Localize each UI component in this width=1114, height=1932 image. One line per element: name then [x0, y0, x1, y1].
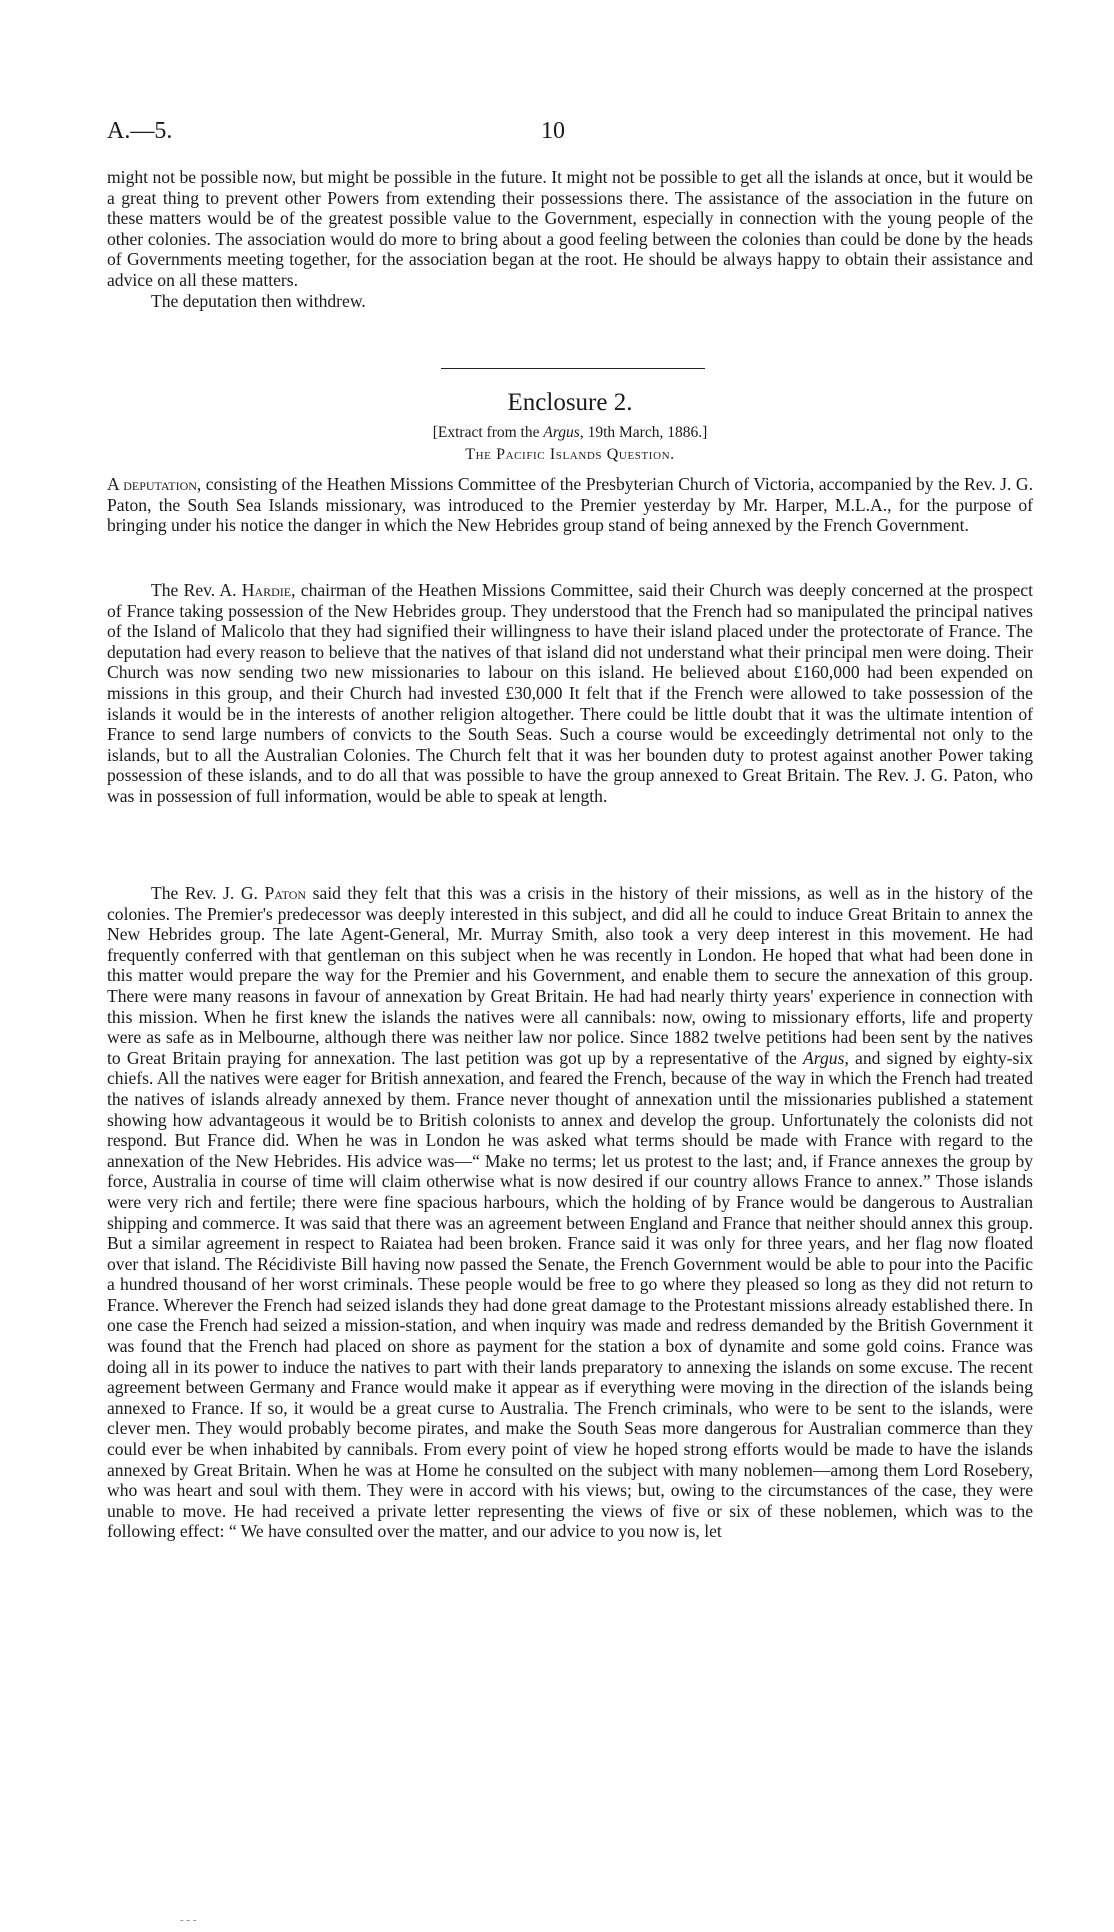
extract-suffix: , 19th March, 1886.] — [579, 424, 708, 441]
paragraph-deputation — [107, 474, 1033, 536]
paragraph-hardie — [107, 580, 1033, 807]
section-divider — [441, 368, 705, 369]
paragraph-paton — [107, 883, 1033, 1542]
paragraph-body-a: said they felt that this was a crisis in the history of their missions, as well as in the history of the colonies. The Premier's predecessor was deeply interested in this subject, and did all he could to induce Great Britain to annex the New Hebrides group. The late Agent-General, Mr. Murray Smith, also took a very deep interest in this movement. He had frequently conferred with that gentleman on this subject when he was recently in London. He hoped that what had been done in this matter would prepare the way for the Premier and his Government, and enable them to secure the annexation of this group. There were many reasons in favour of annexation by Great Britain. He had had nearly thirty years' experience in connection with this mission. When he first knew the islands the natives were all cannibals: now, owing to missionary efforts, life and property were as safe as in Melbourne, although there was neither law nor police. Since 1882 twelve petitions had been sent by the natives to Great Britain praying for annexation. The last petition was got up by a representative of the — [107, 883, 1033, 1068]
paragraph-body: , consisting of the Heathen Missions Committee of the Presbyterian Church of Victoria, accompanied by the Rev. J. G. Paton, the South Sea Islands missionary, was introduced to the Premier yesterday by Mr. Harper, M.L.A., for the purpose of bringing under his notice the danger in which the New Hebrides group stand of being annexed by the French Government. — [107, 474, 1033, 536]
article-subtitle: The Pacific Islands Question. — [465, 446, 675, 463]
speaker-prefix: The Rev. J. G. — [151, 883, 265, 903]
intro-text: might not be possible now, but might be possible in the future. It might not be possible to get all the islands at once, but it would be a great thing to prevent other Powers from extending their possessions there. The assistance of the association in the future on these matters would be of the greatest possible value to the Government, especially in connection with the young people of the other colonies. The association would do more to bring about a good feeling between the colonies than could be done by the heads of Governments meeting together, for the association began at the root. He should be always happy to obtain their assistance and advice on all these matters. — [107, 167, 1033, 290]
speaker-prefix: The Rev. A. — [151, 580, 242, 600]
speaker-name: Hardie — [241, 580, 292, 600]
paragraph-body-b: , and signed by eighty-six chiefs. All the natives were eager for British annexation, and feared the French, because of the way in which the French had treated the natives of islands already annexed by them. France never thought of annexation until the missionaries published a statement showing how advantageous it would be to British colonists to annex and develop the group. Unfortunately the colonists did not respond. But France did. When he was in London he was asked what terms should be made with France with regard to the annexation of the New Hebrides. His advice was—“ Make no terms; let us protest to the last; and, if France annexes the group by force, Australia in course of time will claim otherwise what is now desired if our country allows France to annex.” Those islands were very rich and fertile; there were fine spacious harbours, which the holding of by France would be dangerous to Australian shipping and commerce. It was said that there was an agreement between England and France that neither should annex this group. But a similar agreement in respect to Raiatea had been broken. France said it was only for three years, and her flag now floated over that island. The Récidiviste Bill having now passed the Senate, the French Government would be able to pour into the Pacific a hundred thousand of her worst criminals. These people would be free to go where they pleased so long as they did not return to France. Wherever the French had seized islands they had done great damage to the Protestant missions already established there. In one case the French had seized a mission-station, and when inquiry was made and redress demanded by the British Government it was found that the French had placed on shore as payment for the station a box of dynamite and some gold coins. France was doing all in its power to induce the natives to part with their lands preparatory to annexing the islands on some excuse. The recent agreement between Germany and France would make it appear as if everything were moving in the direction of the islands being annexed to France. If so, it would be a great curse to Australia. The French criminals, who were to be sent to the islands, were clever men. They would probably become pirates, and make the South Seas more dangerous for Australian commerce than they could ever be when inhabited by cannibals. From every point of view he hoped strong efforts would be made to have the islands annexed by Great Britain. When he was at Home he consulted on the subject with many noblemen—among them Lord Rosebery, who was heart and soul with them. They were in accord with his views; but, owing to the circumstances of the case, they were unable to move. He had received a private letter representing the views of five or six of these noblemen, which was to the following effect: “ We have consulted over the matter, and our advice to you now is, let — [107, 1047, 1034, 1542]
extract-note — [0, 424, 1114, 442]
enclosure-title: Enclosure 2. — [507, 389, 633, 416]
paragraph-body: , chairman of the Heathen Missions Committee, said their Church was deeply concerned at the prospect of France taking possession of the New Hebrides group. They understood that the French had so manipulated the principal natives of the Island of Malicolo that they had signified their willingness to have their island placed under the protectorate of France. The deputation had every reason to believe that the natives of that island did not understand what their principal men were doing. Their Church was now sending two new missionaries to labour on this island. He believed about £160,000 had been expended on missions in this group, and their Church had invested £30,000 It felt that if the French were allowed to take possession of the islands it would be in the interests of another religion altogether. There could be little doubt that it was the ultimate intention of France to send large numbers of convicts to the South Seas. Such a course would be exceedingly detrimental not only to the islands, but to all the Australian Colonies. The Church felt that it was her bounden duty to protest against another Power taking possession of these islands, and to do all that was possible to have the group annexed to Great Britain. The Rev. J. G. Paton, who was in possession of full information, would be able to speak at length. — [107, 580, 1033, 806]
footer-mark: - - - — [180, 1914, 197, 1926]
newspaper-name: Argus — [803, 1047, 845, 1068]
withdrew-line: The deputation then withdrew. — [151, 290, 366, 311]
extract-prefix: [Extract from the — [432, 424, 544, 441]
continued-paragraph — [107, 167, 1033, 311]
page-number: 10 — [541, 118, 565, 144]
extract-source: Argus — [543, 424, 580, 441]
lead-words: A deputation — [107, 474, 197, 494]
speaker-name: Paton — [264, 883, 307, 903]
document-reference: A.—5. — [107, 118, 173, 144]
